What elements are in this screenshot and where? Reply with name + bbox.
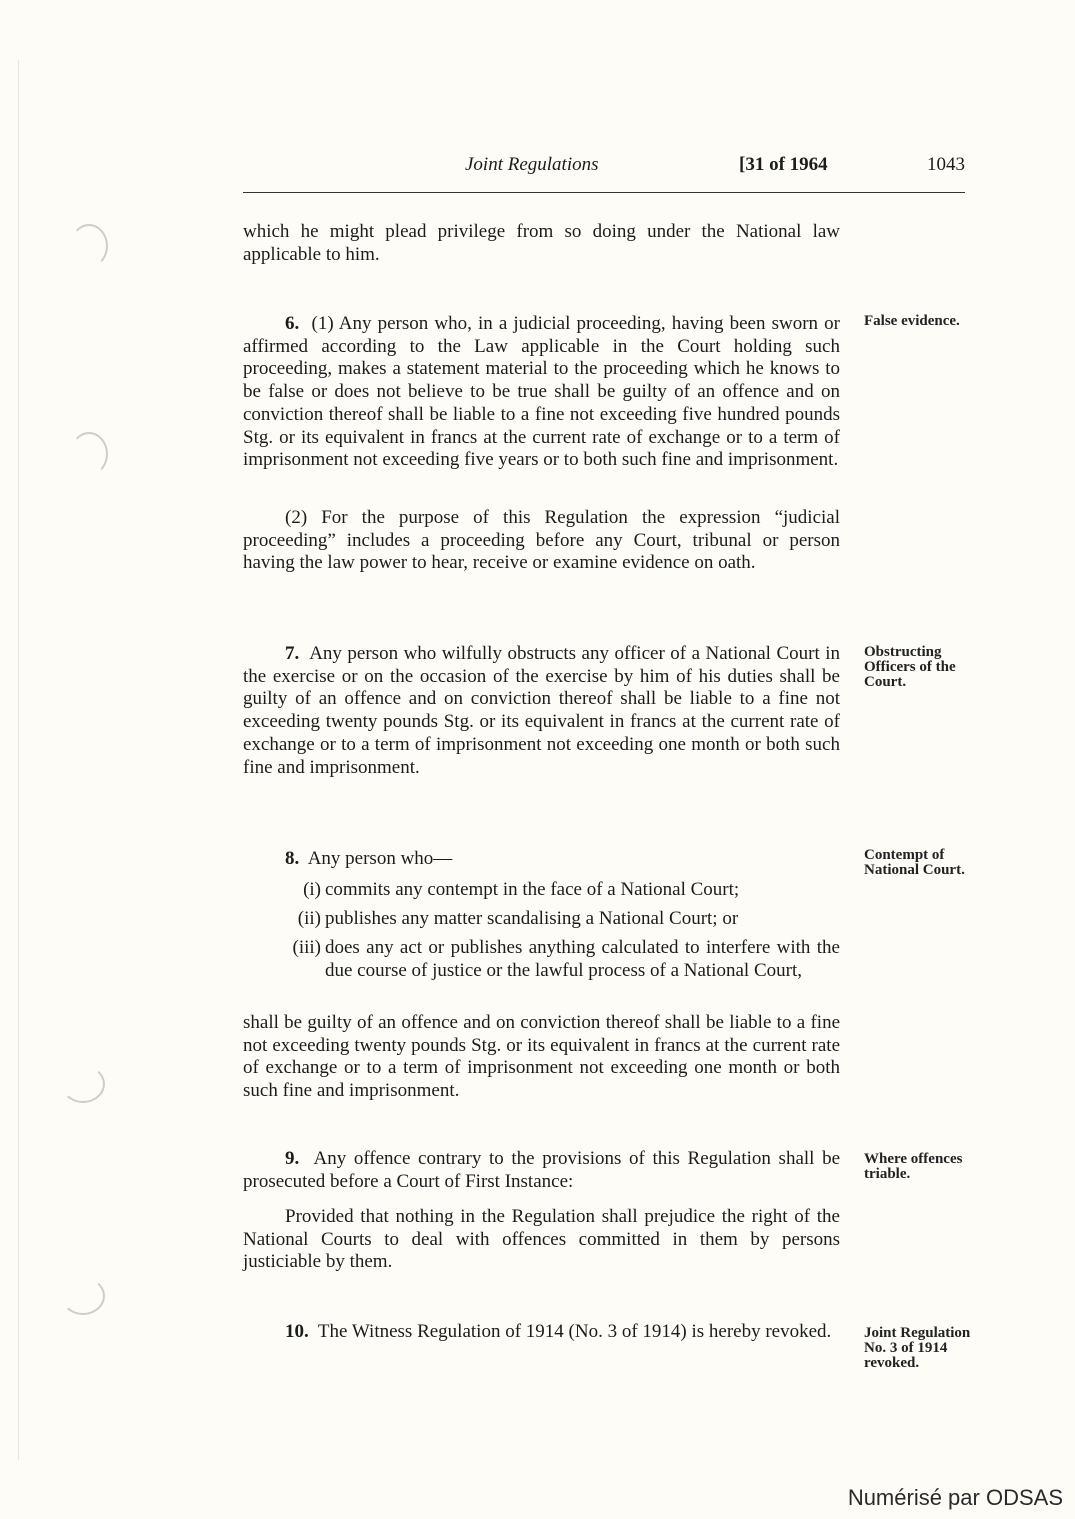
section-6-para-2: (2) For the purpose of this Regulation the expression “judicial proceeding” includes a proceeding before any Court, tribunal or person having the law power to hear, receive or examine evidence on oath. <box>243 507 840 574</box>
section-8-item-i <box>281 879 840 902</box>
section-10-number: 10. <box>285 1321 309 1342</box>
scan-watermark: Numérisé par ODSAS <box>847 1485 1063 1510</box>
section-10-text <box>243 1321 840 1344</box>
punch-hole-4 <box>61 1277 105 1315</box>
item-text: does any act or publishes anything calculated to interfere with the due course of justice or the lawful process of a National Court, <box>325 937 840 981</box>
margin-note-obstructing-officers: Obstructing Officers of the Court. <box>864 644 956 690</box>
margin-note-where-triable: Where offences triable. <box>864 1151 963 1182</box>
section-8-number: 8. <box>285 848 300 869</box>
section-6-para-1 <box>243 313 840 472</box>
punch-hole-2 <box>70 432 108 476</box>
margin-note-contempt: Contempt of National Court. <box>864 847 965 878</box>
header-rule <box>243 192 965 193</box>
section-9-proviso: Provided that nothing in the Regulation shall prejudice the right of the National Courts to deal with offences committed in them by persons justiciable by them. <box>243 1206 840 1273</box>
item-mark: (iii) <box>292 937 321 958</box>
section-8-intro <box>243 848 840 871</box>
section-7-number: 7. <box>285 643 300 664</box>
section-7-text <box>243 643 840 779</box>
section-8-intro-text: Any person who— <box>307 848 453 869</box>
section-7-body: Any person who wilfully obstructs any officer of a National Court in the exercise or on the occasion of the exercise by him of his duties shall be guilty of an offence and on conviction thereof shall be liable to a fine not exceeding twenty pounds Stg. or its equivalent in francs at the current rate of exchange or to a term of imprisonment not exceeding one month or both such fine and imprisonment. <box>243 643 841 778</box>
page-edge <box>18 60 19 1460</box>
header-title: Joint Regulations <box>465 154 599 175</box>
margin-note-false-evidence: False evidence. <box>864 313 960 329</box>
section-6-number: 6. <box>285 313 300 334</box>
running-header <box>243 154 965 180</box>
section-8-closing: shall be guilty of an offence and on conviction thereof shall be liable to a fine not exceeding twenty pounds Stg. or its equivalent in francs at the current rate of exchange or to a term of imprisonment not exceeding one month or both such fine and imprisonment. <box>243 1012 840 1102</box>
punch-hole-3 <box>61 1065 105 1103</box>
header-act-reference: [31 of 1964 <box>739 154 828 175</box>
continuation-text: which he might plead privilege from so doing under the National law applicable to him. <box>243 221 840 265</box>
section-8-item-ii <box>281 908 840 931</box>
punch-hole-1 <box>70 224 108 268</box>
margin-note-revoked: Joint Regulation No. 3 of 1914 revoked. <box>864 1325 971 1371</box>
item-mark: (ii) <box>297 908 321 929</box>
item-mark: (i) <box>303 879 321 900</box>
item-text: publishes any matter scandalising a National Court; or <box>325 908 739 929</box>
page-number: 1043 <box>927 154 965 175</box>
section-9-text <box>243 1148 840 1193</box>
item-text: commits any contempt in the face of a National Court; <box>325 879 740 900</box>
section-9-number: 9. <box>285 1148 300 1169</box>
section-6-para-1-text: (1) Any person who, in a judicial proceeding, having been sworn or affirmed according to the Law applicable in the Court holding such proceeding, makes a statement material to the proceeding which he knows to be false or does not believe to be true shall be guilty of an offence and on conviction thereof shall be liable to a fine not exceeding five hundred pounds Stg. or its equivalent in francs at the current rate of exchange or to a term of imprisonment not exceeding five years or to both such fine and imprisonment. <box>243 313 840 471</box>
section-9-body: Any offence contrary to the provisions of this Regulation shall be prosecuted before a Court of First Instance: <box>243 1148 840 1192</box>
section-10-body: The Witness Regulation of 1914 (No. 3 of 1914) is hereby revoked. <box>317 1321 832 1342</box>
section-8-item-iii <box>281 937 840 982</box>
